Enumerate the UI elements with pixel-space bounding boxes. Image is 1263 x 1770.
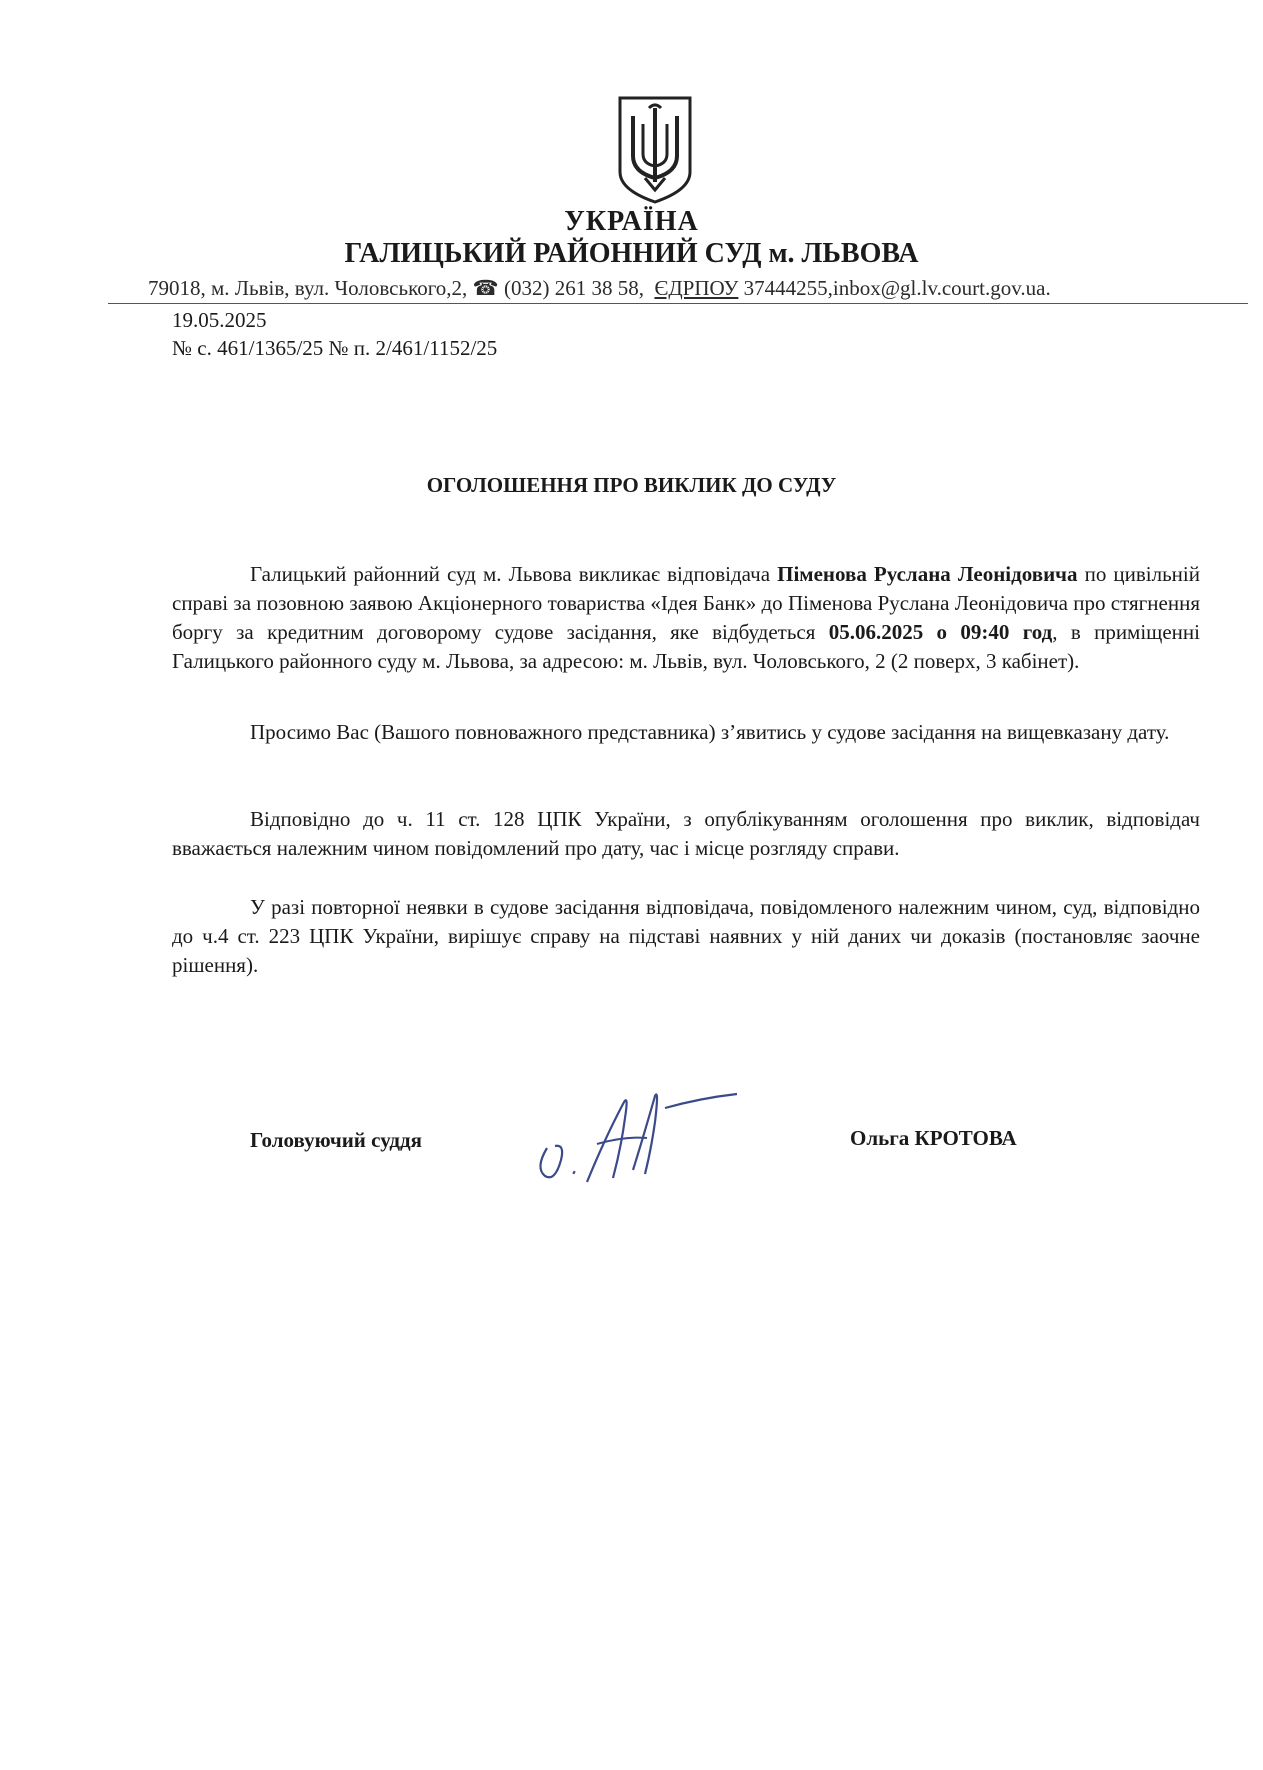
p1-text-c: по цивільній справі за позовною заявою Акціонерного товариства «Ідея Банк» до Піменова Руслана Леонідовича про стягнення боргу за кредитним договорому судове засідання, яке відбудеться <box>172 562 1200 644</box>
paragraph-request <box>172 718 1200 747</box>
edrpou-label: ЄДРПОУ <box>654 276 739 300</box>
telephone-icon: ☎ <box>472 276 499 300</box>
p2-text: Просимо Вас (Вашого повноважного представника) з’явитись у судове засідання на вищевказану дату. <box>250 720 1170 744</box>
address-email-part: 37444255,inbox@gl.lv.court.gov.ua. <box>738 276 1051 300</box>
address-part: 79018, м. Львів, вул. Чоловського,2, <box>148 276 473 300</box>
p1-text-e: , в приміщенні Галицького районного суду м. Львова, за адресою: м. Львів, вул. Чоловського, 2 (2 поверх, 3 кабінет). <box>172 620 1200 673</box>
judge-role: Головуючий суддя <box>250 1128 422 1152</box>
case-numbers: № с. 461/1365/25 № п. 2/461/1152/25 <box>172 336 498 360</box>
judge-name: Ольга КРОТОВА <box>850 1126 1017 1150</box>
hearing-datetime: 05.06.2025 о 09:40 год <box>828 620 1053 644</box>
country-title: УКРАЇНА <box>564 206 699 237</box>
paragraph-default-judgment <box>172 893 1200 980</box>
p1-text-a: Галицький районний суд м. Львова викликає відповідача <box>250 562 778 586</box>
court-name: ГАЛИЦЬКИЙ РАЙОННИЙ СУД м. ЛЬВОВА <box>344 238 919 269</box>
phone-number: (032) 261 38 58 <box>503 276 639 300</box>
header-divider <box>108 303 1248 304</box>
paragraph-summons <box>172 560 1200 676</box>
paragraph-notice <box>172 805 1200 863</box>
p3-text: Відповідно до ч. 11 ст. 128 ЦПК України, з опублікуванням оголошення про виклик, відповідач вважається належним чином повідомлений про дату, час і місце розгляду справи. <box>172 807 1200 860</box>
defendant-name: Піменова Руслана Леонідовича <box>777 562 1078 586</box>
document-title: ОГОЛОШЕННЯ ПРО ВИКЛИК ДО СУДУ <box>426 473 837 497</box>
court-address-line: 79018, м. Львів, вул. Чоловського,2, ☎ (032) 261 38 58, ЄДРПОУ 37444255,inbox@gl.lv.court.gov.ua. <box>148 276 1051 300</box>
handwritten-signature <box>525 1078 795 1188</box>
p4-text: У разі повторної неявки в судове засідання відповідача, повідомленого належним чином, суд, відповідно до ч.4 ст. 223 ЦПК України, вирішує справу на підставі наявних у ній даних чи доказів (постановляє заочне рішення). <box>172 895 1200 977</box>
coat-of-arms-icon <box>615 94 695 206</box>
document-date: 19.05.2025 <box>172 308 267 332</box>
